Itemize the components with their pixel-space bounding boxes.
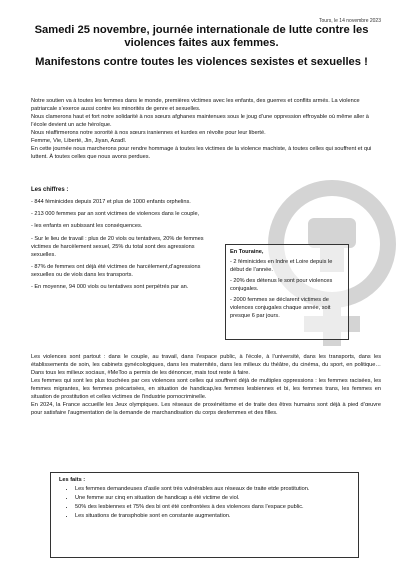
body-paragraph: En 2024, la France accueille les Jeux olympiques. Les réseaux de proxénétisme et de traite des êtres humains sont déjà à pied d’œuvre pour satisfaire l’augmentation de la demande de marchandisation du corps desfemmes et des filles. [31, 402, 381, 416]
body-text [31, 353, 381, 417]
intro-paragraph: Notre soutien va à toutes les femmes dans le monde, premières victimes avec les enfants, des guerres et conflits armés. La violence patriarcale s’exerce aussi contre les minorités de genre et sexuelles. [31, 98, 360, 112]
list-item: • Les femmes demandeuses d’asile sont très vulnérables aux réseaux de traite etde prostitution. [75, 485, 350, 493]
list-item: • Les situations de transphobie sont en constante augmentation. [75, 512, 350, 520]
touraine-heading: En Touraine, [230, 249, 264, 255]
list-item: - 844 féminicides depuis 2017 et plus de 1000 enfants orphelins. [31, 199, 191, 205]
touraine-box [225, 244, 349, 340]
faits-heading: Les faits : [59, 477, 86, 483]
document-subtitle: Manifestons contre toutes les violences sexistes et sexuelles ! [35, 56, 368, 68]
body-paragraph: Les violences sont partout : dans le couple, au travail, dans l’espace public, à l’école, à l’université, dans les transports, dans les établissements de soin, les cabinets gynécologiques, dans les maternités, dans les milieux du théâtre, du cinéma, du sport, en politique… Dans tous les milieux sociaux, #MeToo a permis de les dénoncer, mais tout reste à faire. [31, 354, 381, 376]
list-item: - En moyenne, 94 000 viols ou tentatives sont perpétrés par an. [31, 283, 189, 290]
list-item: - 2000 femmes se déclarent victimes de violences conjugales chaque année, soit presque 6 par jours. [230, 297, 331, 319]
list-item: • 50% des lesbiennes et 75% des bi ont été confrontées à des violences dans l’espace public. [75, 503, 350, 511]
list-item: - les enfants en subissant les conséquences. [31, 223, 143, 230]
document-date: Tours, le 14 novembre 2023 [319, 18, 381, 24]
list-item: - 213 000 femmes par an sont victimes de violences dans le couple, [31, 211, 200, 218]
intro-paragraph: Nous clamerons haut et fort notre solidarité à nos sœurs afghanes maintenues sous le joug d’une oppression effroyable où même aller à l’école devient un acte héroïque. [31, 114, 369, 128]
body-paragraph: Les femmes qui sont les plus touchées par ces violences sont celles qui souffrent déjà de multiples oppressions : les femmes racisées, les femmes migrantes, les femmes précarisées, en situation de handicap,les femmes lesbiennes et bi, les femmes trans, les femmes en situation de prostitution et celles victimes de l’industrie pornocriminelle. [31, 378, 381, 400]
intro-paragraph: Nous réaffirmerons notre sororité à nos sœurs iraniennes et kurdes en révolte pour leur liberté. [31, 130, 266, 136]
document-title: Samedi 25 novembre, journée internationale de lutte contre les violences faites aux femmes. [34, 24, 369, 49]
list-item: • Une femme sur cinq en situation de handicap a été victime de viol. [75, 494, 350, 502]
intro-paragraph: En cette journée nous marcherons pour rendre hommage à toutes les victimes de la violence machiste, à toutes celles qui souffrent et qui luttent. À toutes celles que nous avons perdues. [31, 146, 372, 160]
chiffres-heading: Les chiffres : [31, 187, 69, 193]
list-item: - Sur le lieu de travail : plus de 20 viols ou tentatives, 20% de femmes victimes de harcèlement sexuel, 25% du total sont des agressions sexuelles. [31, 235, 204, 258]
list-item: - 20% des détenus le sont pour violences conjugales. [230, 278, 333, 292]
chiffres-list [31, 198, 211, 295]
list-item: - 87% de femmes ont déjà été victimes de harcèlement,d’agressions sexuelles ou de viols dans les transports. [31, 263, 201, 278]
intro-slogan: Femme, Vie, Liberté, Jin, Jiyan, Azadî. [31, 138, 127, 144]
faits-box [50, 472, 359, 558]
list-item: - 2 féminicides en Indre et Loire depuis le début de l’année. [230, 259, 333, 273]
intro-text [31, 97, 381, 161]
